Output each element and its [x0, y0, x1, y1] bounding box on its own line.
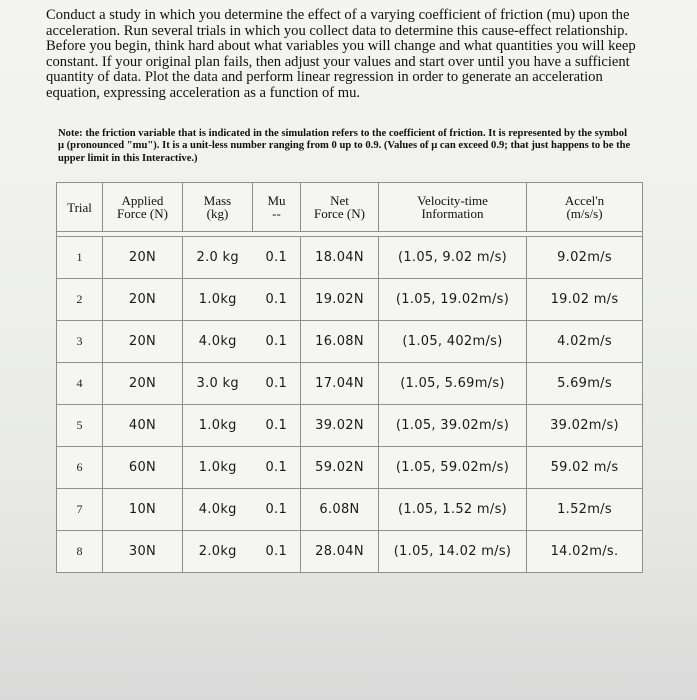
instructions-paragraph: Conduct a study in which you determine the effect of a varying coefficient of friction (mu) upon the acceleration. Run several trials in which you collect data to determine this cause-effect relationship. Before you begin, think hard about what variables you will change and what quantities you will keep constant. If your original plan fails, then adjust your values and start over until you have a sufficient quantity of data. Plot the data and perform linear regression in order to generate an acceleration equation, expressing acceleration as a function of mu. [46, 7, 636, 101]
header-mass: Mass (kg) [183, 183, 253, 232]
header-velocity-time: Velocity-time Information [379, 183, 527, 232]
acceleration-cell: 9.02m/s [527, 237, 643, 279]
mass-cell: 4.0kg [183, 489, 253, 531]
velocity-time-cell: (1.05, 59.02m/s) [379, 447, 527, 489]
table-row [57, 279, 643, 321]
acceleration-cell: 14.02m/s. [527, 531, 643, 573]
mu-cell: 0.1 [253, 405, 301, 447]
net-force-cell: 59.02N [301, 447, 379, 489]
header-applied-force: Applied Force (N) [103, 183, 183, 232]
velocity-time-cell: (1.05, 402m/s) [379, 321, 527, 363]
table-row [57, 489, 643, 531]
trial-number: 6 [57, 447, 103, 489]
velocity-time-cell: (1.05, 14.02 m/s) [379, 531, 527, 573]
acceleration-cell: 4.02m/s [527, 321, 643, 363]
header-mu: Mu -- [253, 183, 301, 232]
mass-cell: 1.0kg [183, 447, 253, 489]
applied-force-cell: 20N [103, 279, 183, 321]
mu-cell: 0.1 [253, 531, 301, 573]
mass-cell: 4.0kg [183, 321, 253, 363]
mass-cell: 3.0 kg [183, 363, 253, 405]
acceleration-cell: 39.02m/s) [527, 405, 643, 447]
acceleration-cell: 59.02 m/s [527, 447, 643, 489]
trial-number: 4 [57, 363, 103, 405]
applied-force-cell: 20N [103, 237, 183, 279]
net-force-cell: 28.04N [301, 531, 379, 573]
mu-cell: 0.1 [253, 279, 301, 321]
trial-number: 3 [57, 321, 103, 363]
velocity-time-cell: (1.05, 19.02m/s) [379, 279, 527, 321]
applied-force-cell: 30N [103, 531, 183, 573]
table-row [57, 405, 643, 447]
velocity-time-cell: (1.05, 5.69m/s) [379, 363, 527, 405]
acceleration-cell: 19.02 m/s [527, 279, 643, 321]
mu-cell: 0.1 [253, 237, 301, 279]
applied-force-cell: 20N [103, 363, 183, 405]
table-row [57, 363, 643, 405]
applied-force-cell: 60N [103, 447, 183, 489]
mass-cell: 1.0kg [183, 279, 253, 321]
header-net-force: Net Force (N) [301, 183, 379, 232]
data-table [56, 182, 643, 573]
mass-cell: 2.0kg [183, 531, 253, 573]
net-force-cell: 16.08N [301, 321, 379, 363]
mass-cell: 2.0 kg [183, 237, 253, 279]
velocity-time-cell: (1.05, 39.02m/s) [379, 405, 527, 447]
applied-force-cell: 20N [103, 321, 183, 363]
trial-number: 8 [57, 531, 103, 573]
net-force-cell: 39.02N [301, 405, 379, 447]
velocity-time-cell: (1.05, 1.52 m/s) [379, 489, 527, 531]
net-force-cell: 17.04N [301, 363, 379, 405]
net-force-cell: 19.02N [301, 279, 379, 321]
trial-number: 2 [57, 279, 103, 321]
trial-number: 7 [57, 489, 103, 531]
header-trial: Trial [57, 183, 103, 232]
mu-cell: 0.1 [253, 447, 301, 489]
trial-number: 5 [57, 405, 103, 447]
mu-cell: 0.1 [253, 321, 301, 363]
velocity-time-cell: (1.05, 9.02 m/s) [379, 237, 527, 279]
table-row [57, 321, 643, 363]
net-force-cell: 6.08N [301, 489, 379, 531]
friction-note: Note: the friction variable that is indicated in the simulation refers to the coefficient of friction. It is represented by the symbol μ (pronounced "mu"). It is a unit-less number ranging from 0 up to 0.9. (Values of μ can exceed 0.9; that just happens to be the upper limit in this Interactive.) [58, 128, 631, 164]
table-row [57, 531, 643, 573]
mu-cell: 0.1 [253, 363, 301, 405]
mass-cell: 1.0kg [183, 405, 253, 447]
acceleration-cell: 1.52m/s [527, 489, 643, 531]
header-acceleration: Accel'n (m/s/s) [527, 183, 643, 232]
table-row [57, 237, 643, 279]
header-row [57, 183, 643, 232]
net-force-cell: 18.04N [301, 237, 379, 279]
acceleration-cell: 5.69m/s [527, 363, 643, 405]
mu-cell: 0.1 [253, 489, 301, 531]
applied-force-cell: 40N [103, 405, 183, 447]
table-row [57, 447, 643, 489]
trial-number: 1 [57, 237, 103, 279]
applied-force-cell: 10N [103, 489, 183, 531]
